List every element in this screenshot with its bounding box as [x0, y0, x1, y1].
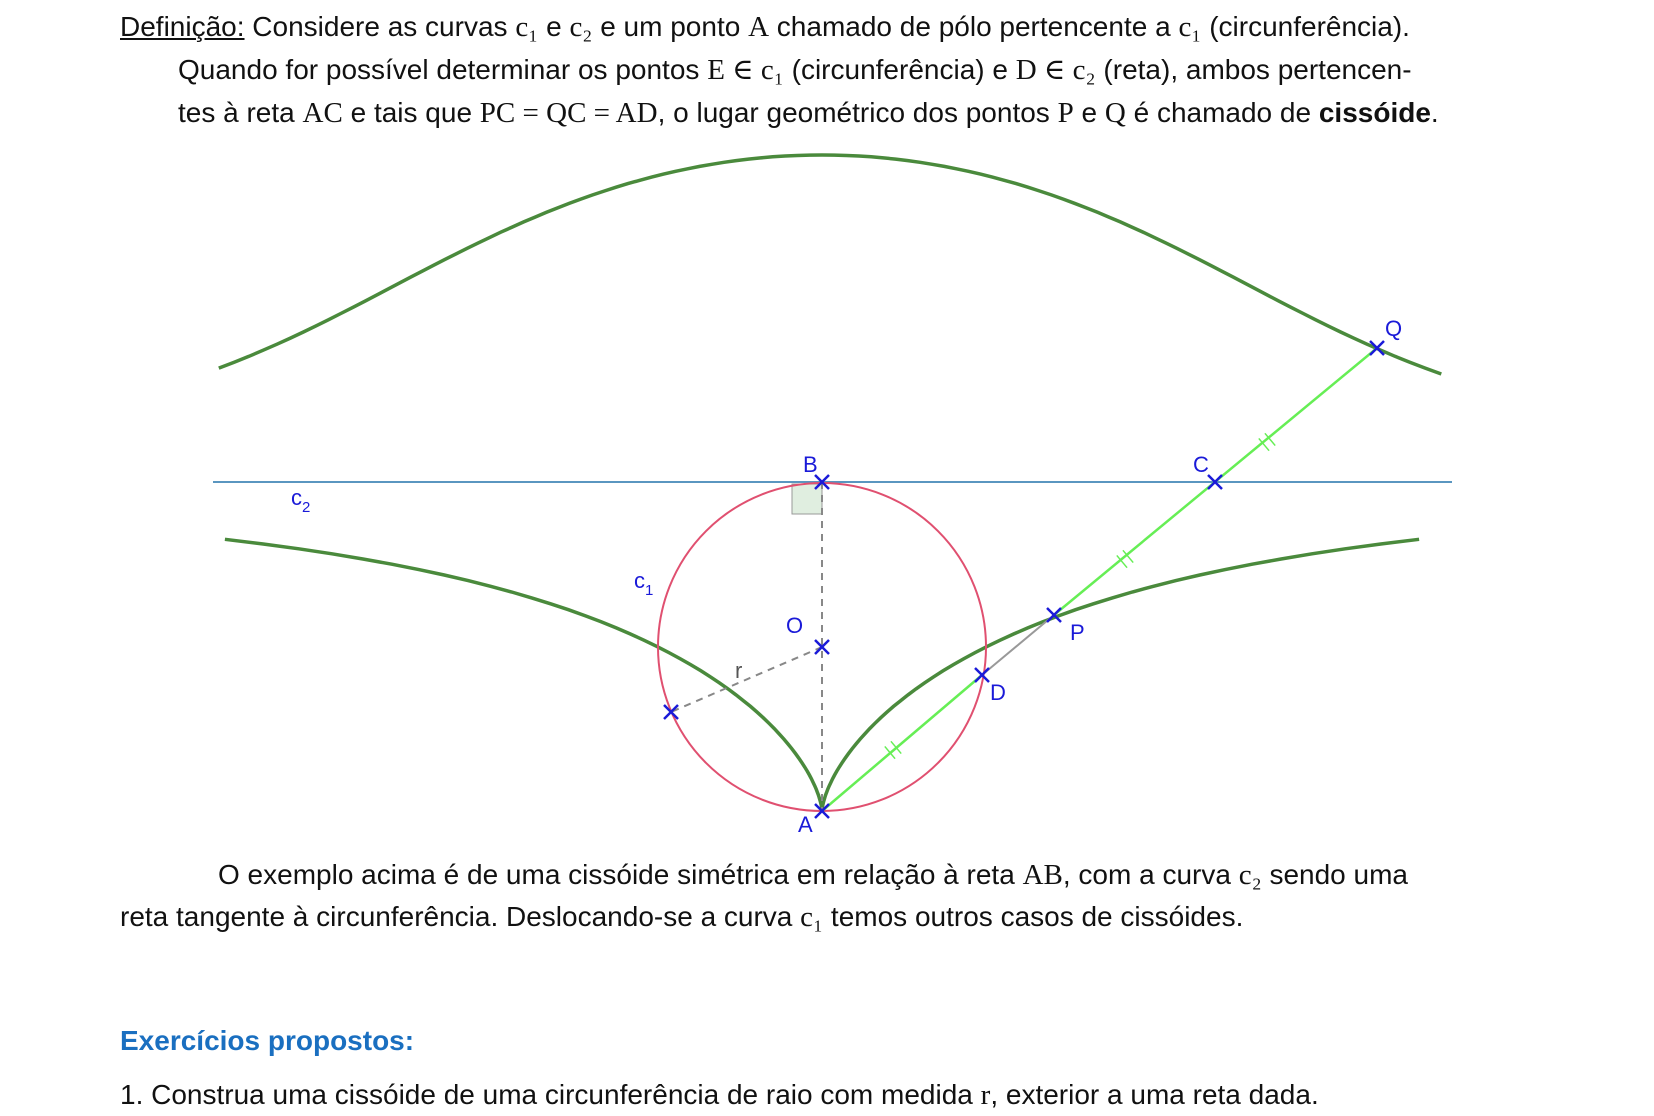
math-c1: c₁: [1178, 11, 1202, 43]
def-text: Quando for possível determinar os pontos: [178, 54, 708, 85]
exercise-text: , exterior a uma reta dada.: [990, 1079, 1319, 1110]
label-A: A: [798, 812, 813, 837]
exercises-heading: Exercícios propostos:: [120, 1025, 415, 1056]
label-c1: [634, 568, 653, 599]
cissoid-lower-branch-right: [822, 539, 1419, 811]
math-AB: AB: [1022, 859, 1063, 891]
para-text: sendo uma: [1261, 859, 1409, 890]
label-c2: [291, 485, 310, 516]
label-P: P: [1070, 620, 1085, 645]
math-Q: Q: [1104, 97, 1126, 129]
def-text: Considere as curvas: [244, 11, 516, 42]
def-text: e tais que: [342, 97, 480, 128]
cissoid-upper-branch: [219, 155, 1442, 374]
def-text: chamado de pólo pertencente a: [769, 11, 1179, 42]
def-text: é chamado de: [1125, 97, 1319, 128]
math-P: P: [1057, 97, 1074, 129]
math-D-in-c2: D ∈ c₂: [1015, 54, 1096, 86]
label-c2-main: c: [291, 485, 302, 510]
def-text: .: [1430, 97, 1439, 128]
def-text: e: [538, 11, 570, 42]
label-C: C: [1193, 452, 1209, 477]
cissoid-lower-branch-left: [225, 539, 822, 811]
label-c1-sub: 1: [645, 582, 654, 599]
math-c2: c₂: [569, 11, 593, 43]
paragraph-line-2: [120, 896, 1243, 938]
def-text: (circunferência).: [1201, 11, 1410, 42]
point-radius-end-marker: [664, 705, 678, 719]
math-c1: c₁: [515, 11, 539, 43]
math-E-in-c1: E ∈ c₁: [707, 54, 784, 86]
def-text: (circunferência) e: [783, 54, 1016, 85]
math-c2: c₂: [1238, 859, 1262, 891]
def-text: e um ponto: [592, 11, 749, 42]
math-equation: PC = QC = AD: [479, 97, 658, 129]
exercise-item-1: [120, 1074, 1319, 1116]
para-text: reta tangente à circunferência. Deslocando-se a curva: [120, 901, 801, 932]
definition-label: Definição:: [120, 11, 245, 42]
right-angle-marker: [792, 484, 822, 514]
label-O: O: [786, 613, 804, 638]
label-Q: Q: [1385, 316, 1403, 341]
math-A: A: [748, 11, 770, 43]
para-text: temos outros casos de cissóides.: [823, 901, 1244, 932]
def-text: , o lugar geométrico dos pontos: [657, 97, 1058, 128]
label-c1-main: c: [634, 568, 645, 593]
label-c2-sub: 2: [302, 499, 311, 516]
term-cissoide: cissóide: [1318, 97, 1431, 128]
label-r: r: [735, 658, 743, 683]
math-AC: AC: [302, 97, 343, 129]
def-text: e: [1073, 97, 1105, 128]
label-D: D: [990, 680, 1006, 705]
para-text: , com a curva: [1062, 859, 1239, 890]
def-text: (reta), ambos pertencen-: [1095, 54, 1412, 85]
para-text: O exemplo acima é de uma cissóide simétrica em relação à reta: [218, 859, 1023, 890]
point-markers: [664, 341, 1384, 818]
math-r: r: [980, 1079, 991, 1111]
exercise-text: 1. Construa uma cissóide de uma circunferência de raio com medida: [120, 1079, 981, 1110]
def-text: tes à reta: [178, 97, 303, 128]
paragraph-line-1: [218, 854, 1408, 896]
math-c1: c₁: [800, 901, 824, 933]
label-B: B: [803, 452, 818, 477]
